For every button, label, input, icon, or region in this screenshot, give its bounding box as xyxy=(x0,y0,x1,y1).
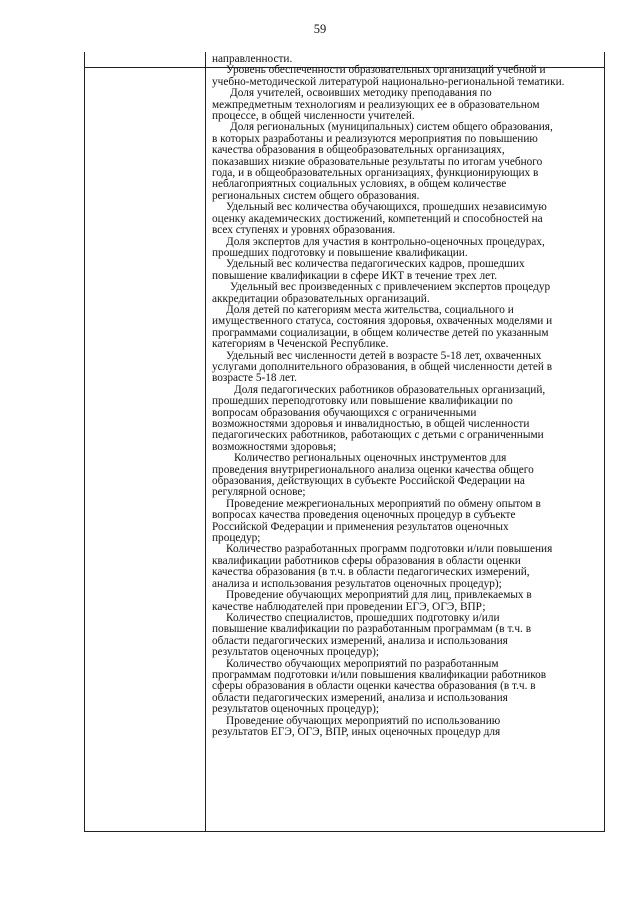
text-line: педагогических работников, работающих с детьми с ограниченными xyxy=(212,429,544,442)
text-line: области педагогических измерений, анализа и использования xyxy=(212,691,508,704)
text-line: региональных систем общего образования. xyxy=(212,189,420,202)
text-line: Количество специалистов, прошедших подготовку и/или xyxy=(226,611,500,624)
text-line: неблагоприятных социальных условиях, в общем количестве xyxy=(212,178,507,191)
text-line: категориям в Чеченской Республике. xyxy=(212,338,389,351)
text-line: программам подготовки и/или повышения квалификации работников xyxy=(212,668,547,681)
text-line: возрасте 5-18 лет. xyxy=(212,372,297,385)
text-line: Доля учителей, освоивших методику преподавания по xyxy=(230,87,492,100)
text-line: направленности. xyxy=(212,53,293,65)
text-line: прошедших переподготовку или повышение квалификации по xyxy=(212,395,513,408)
text-line: Доля региональных (муниципальных) систем общего образования, xyxy=(230,121,553,134)
text-line: года, и в общеобразовательных организациях, функционирующих в xyxy=(212,167,539,180)
text-line: процедур; xyxy=(212,532,261,545)
text-line: Удельный вес количества обучающихся, прошедших независимую xyxy=(226,201,547,214)
text-line: учебно-методической литературой национально-региональной тематики. xyxy=(212,75,565,88)
text-line: услугами дополнительного образования, в общей численности детей в xyxy=(212,360,553,373)
text-line: качества образования (в т.ч. в области педагогических измерений, xyxy=(212,566,530,579)
text-line: вопросам образования обучающихся с ограниченными xyxy=(212,406,477,419)
text-line: прошедших подготовку и повышение квалификации. xyxy=(212,246,468,259)
text-line: Доля детей по категориям места жительства, социального и xyxy=(226,303,514,316)
text-line: сферы образования в области оценки качества образования (в т.ч. в xyxy=(212,680,536,693)
text-line: показавших низкие образовательные результаты по итогам учебного xyxy=(212,155,543,168)
text-line: Проведение обучающих мероприятий по использованию xyxy=(226,714,501,727)
text-line: Проведение обучающих мероприятий для лиц, привлекаемых в xyxy=(226,589,532,602)
text-line: Удельный вес численности детей в возрасте 5-18 лет, охваченных xyxy=(226,349,542,362)
text-line: области педагогических измерений, анализа и использования xyxy=(212,634,508,647)
text-line: имущественного статуса, состояния здоровья, охваченных моделями и xyxy=(212,315,553,328)
text-line: результатов оценочных процедур); xyxy=(212,703,380,716)
text-line: квалификации работников сферы образования в области оценки xyxy=(212,554,521,567)
table-cell-indicators xyxy=(212,54,604,738)
text-line: всех ступенях и уровнях образования. xyxy=(212,224,396,237)
text-line: качестве наблюдателей при проведении ЕГЭ, ОГЭ, ВПР; xyxy=(212,600,486,613)
text-line: регулярной основе; xyxy=(212,486,306,499)
text-line: Доля педагогических работников образовательных организаций, xyxy=(234,383,546,396)
text-line: процессе, в общей численности учителей. xyxy=(212,110,415,123)
text-line: Доля экспертов для участия в контрольно-оценочных процедурах, xyxy=(226,235,545,248)
text-line: результатов оценочных процедур); xyxy=(212,646,380,659)
text-line: межпредметным технологиям и реализующих ее в образовательном xyxy=(212,98,540,111)
text-line: вопросах качества проведения оценочных процедур в субъекте xyxy=(212,509,516,522)
text-line: Российской Федерации и применения результатов оценочных xyxy=(212,520,509,533)
text-line: Количество региональных оценочных инструментов для xyxy=(234,452,507,465)
text-line: проведения внутрирегионального анализа оценки качества общего xyxy=(212,463,534,476)
text-line: результатов ЕГЭ, ОГЭ, ВПР, иных оценочных процедур для xyxy=(212,725,501,738)
text-line: Уровень обеспеченности образовательных организаций учебной и xyxy=(226,64,546,77)
text-line: оценку академических достижений, компетенций и способностей на xyxy=(212,212,543,225)
text-line: анализа и использования результатов оценочных процедур); xyxy=(212,577,502,590)
text-line: Удельный вес произведенных с привлечением экспертов процедур xyxy=(230,281,551,294)
text-line: качества образования в общеобразовательных организациях, xyxy=(212,144,505,157)
page-number: 59 xyxy=(313,22,327,36)
text-line: Количество обучающих мероприятий по разработанным xyxy=(226,657,499,670)
text-line: аккредитации образовательных организаций. xyxy=(212,292,430,305)
text-line: образования, действующих в субъекте Российской Федерации на xyxy=(212,475,525,488)
text-line: возможностями здоровья и инвалидностью, в общей численности xyxy=(212,418,530,430)
text-line: Количество разработанных программ подготовки и/или повышения xyxy=(226,543,553,556)
text-line: возможностями здоровья; xyxy=(212,440,337,453)
text-line: Удельный вес количества педагогических кадров, прошедших xyxy=(226,258,525,271)
text-line: Проведение межрегиональных мероприятий по обмену опытом в xyxy=(226,497,541,510)
text-line: в которых разработаны и реализуются мероприятия по повышению xyxy=(212,132,538,145)
text-line: повышение квалификации по разработанным программам (в т.ч. в xyxy=(212,623,532,636)
text-line: программами социализации, в общем количестве детей по указанным xyxy=(212,326,549,339)
text-line: повышение квалификации в сфере ИКТ в течение трех лет. xyxy=(212,269,498,282)
table-column-divider xyxy=(205,52,206,832)
